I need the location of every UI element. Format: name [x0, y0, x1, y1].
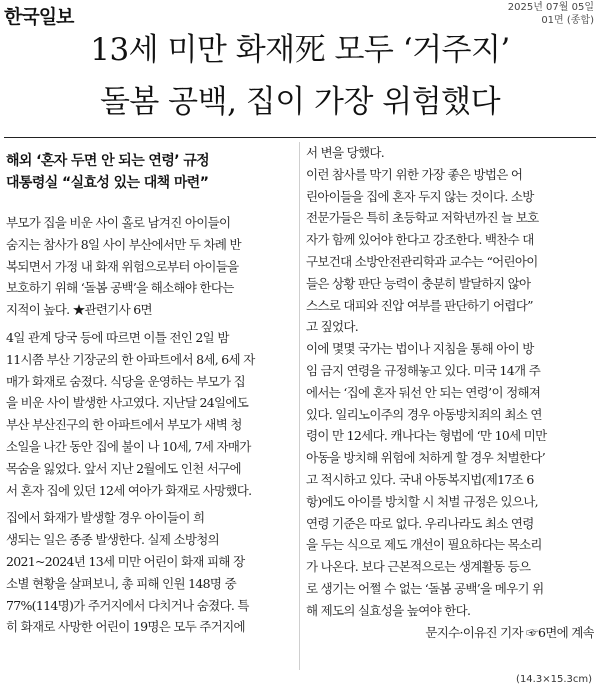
text-line: 들은 상황 판단 능력이 충분히 발달하지 않아 [306, 275, 531, 291]
text-line: 린아이들을 집에 혼자 두지 않는 것이다. 소방 [306, 188, 534, 204]
subhead-1: 해외 ‘혼자 두면 안 되는 연령’ 규정 [6, 153, 210, 169]
text-line: 소일을 나간 동안 집에 불이 나 10세, 7세 자매가 [6, 438, 251, 454]
text-line: 생되는 일은 종종 발생한다. 실제 소방청의 [6, 532, 220, 548]
masthead [0, 0, 600, 30]
text-line: 고 적시하고 있다. 국내 아동복지법(제17조 6 [306, 471, 534, 487]
text-line: 히 화재로 사망한 어린이 19명은 모두 주거지에 [6, 619, 245, 635]
text-line: 전문가들은 특히 초등학교 저학년까진 늘 보호 [306, 210, 539, 226]
publication-date: 2025년 07월 05일 [507, 2, 594, 13]
text-line: 2021~2024년 13세 미만 어린이 화재 피해 장 [6, 553, 245, 569]
text-line: 보호하기 위해 ‘돌봄 공백’을 해소해야 한다는 [6, 280, 234, 296]
text-line: 숨지는 참사가 8일 사이 부산에서만 두 차례 반 [6, 236, 241, 252]
text-line: 자가 함께 있어야 한다고 강조한다. 백찬수 대 [306, 232, 534, 248]
paragraph [6, 327, 294, 501]
text-line: 목숨을 잃었다. 앞서 지난 2월에도 인천 서구에 [6, 460, 241, 476]
headline-rule [4, 137, 596, 138]
text-line: 매가 화재로 숨졌다. 식당을 운영하는 부모가 집 [6, 373, 246, 389]
text-line: 부모가 집을 비운 사이 홀로 남겨진 아이들이 [6, 215, 231, 230]
text-line: 령이 만 12세다. 캐나다는 형법에 ‘만 10세 미만 [306, 428, 547, 444]
text-line: 고 짚었다. [306, 319, 359, 335]
text-line: 지적이 높다. ★관련기사 6면 [6, 302, 152, 318]
text-line: 복되면서 가정 내 화재 위험으로부터 아이들을 [6, 258, 239, 274]
column-divider [299, 142, 300, 670]
dateline [508, 1, 594, 27]
text-line: 구보건대 소방안전관리학과 교수는 “어린아이 [306, 253, 538, 269]
text-line: 이런 참사를 막기 위한 가장 좋은 방법은 어 [306, 166, 523, 182]
byline: 문지수·이유진 기자 ☞6면에 계속 [425, 624, 594, 640]
text-line: 있다. 일리노이주의 경우 아동방치죄의 최소 연 [306, 406, 542, 422]
text-line: 을 비운 사이 발생한 사고였다. 지난달 24일에도 [6, 395, 249, 411]
text-line: 이에 몇몇 국가는 법이나 지침을 통해 아이 방 [306, 341, 534, 357]
page-section: 01면 (종합) [541, 15, 594, 26]
text-line: 을 두는 식으로 제도 개선이 필요하다는 목소리 [306, 537, 542, 553]
text-line: 11시쯤 부산 기장군의 한 아파트에서 8세, 6세 자 [6, 351, 255, 367]
text-line: 부산 부산진구의 한 아파트에서 부모가 새벽 청 [6, 417, 242, 433]
text-line: 임 금지 연령을 규정해놓고 있다. 미국 14개 주 [306, 362, 541, 378]
headline-line-2: 돌봄 공백, 집이 가장 위험했다 [99, 84, 501, 120]
text-line: 로 생기는 어쩔 수 없는 ‘돌봄 공백’을 메우기 위 [306, 580, 544, 596]
text-line: 항)에도 아이를 방치할 시 처벌 규정은 있으나, [306, 493, 538, 509]
text-line: 서 혼자 집에 있던 12세 여아가 화재로 사망했다. [6, 482, 252, 498]
paragraph [306, 338, 594, 621]
newspaper-logo: 한국일보 [4, 6, 74, 28]
article-column-left [6, 142, 294, 638]
paragraph [306, 142, 594, 164]
text-line: 77%(114명)가 주거지에서 다치거나 숨졌다. 특 [6, 597, 249, 613]
subheads [6, 150, 294, 194]
clipping-size: (14.3×15.3cm) [516, 674, 592, 685]
paragraph [6, 212, 294, 321]
article-column-right [306, 142, 594, 643]
text-line: 서 변을 당했다. [306, 145, 385, 160]
text-line: 해 제도의 실효성을 높여야 한다. [306, 602, 471, 618]
text-line: 집에서 화재가 발생할 경우 아이들이 희 [6, 510, 205, 526]
paragraph [306, 164, 594, 338]
subhead-2: 대통령실 “실효성 있는 대책 마련” [6, 175, 209, 191]
text-line: 에서는 ‘집에 혼자 둬선 안 되는 연령’이 정해져 [306, 384, 541, 400]
headline-line-1: 13세 미만 화재死 모두 ‘거주지’ [90, 32, 510, 68]
text-line: 스스로 대피와 진압 여부를 판단하기 어렵다” [306, 297, 533, 313]
text-line: 아동을 방치해 위험에 처하게 할 경우 처벌한다’ [306, 450, 546, 466]
text-line: 소별 현황을 살펴보니, 총 피해 인원 148명 중 [6, 575, 236, 591]
text-line: 연령 기준은 따로 없다. 우리나라도 최소 연령 [306, 515, 534, 531]
text-line: 가 나온다. 보다 근본적으로는 생계활동 등으 [306, 559, 531, 575]
paragraph [6, 507, 294, 638]
text-line: 4일 관계 당국 등에 따르면 이틀 전인 2일 밤 [6, 329, 229, 345]
